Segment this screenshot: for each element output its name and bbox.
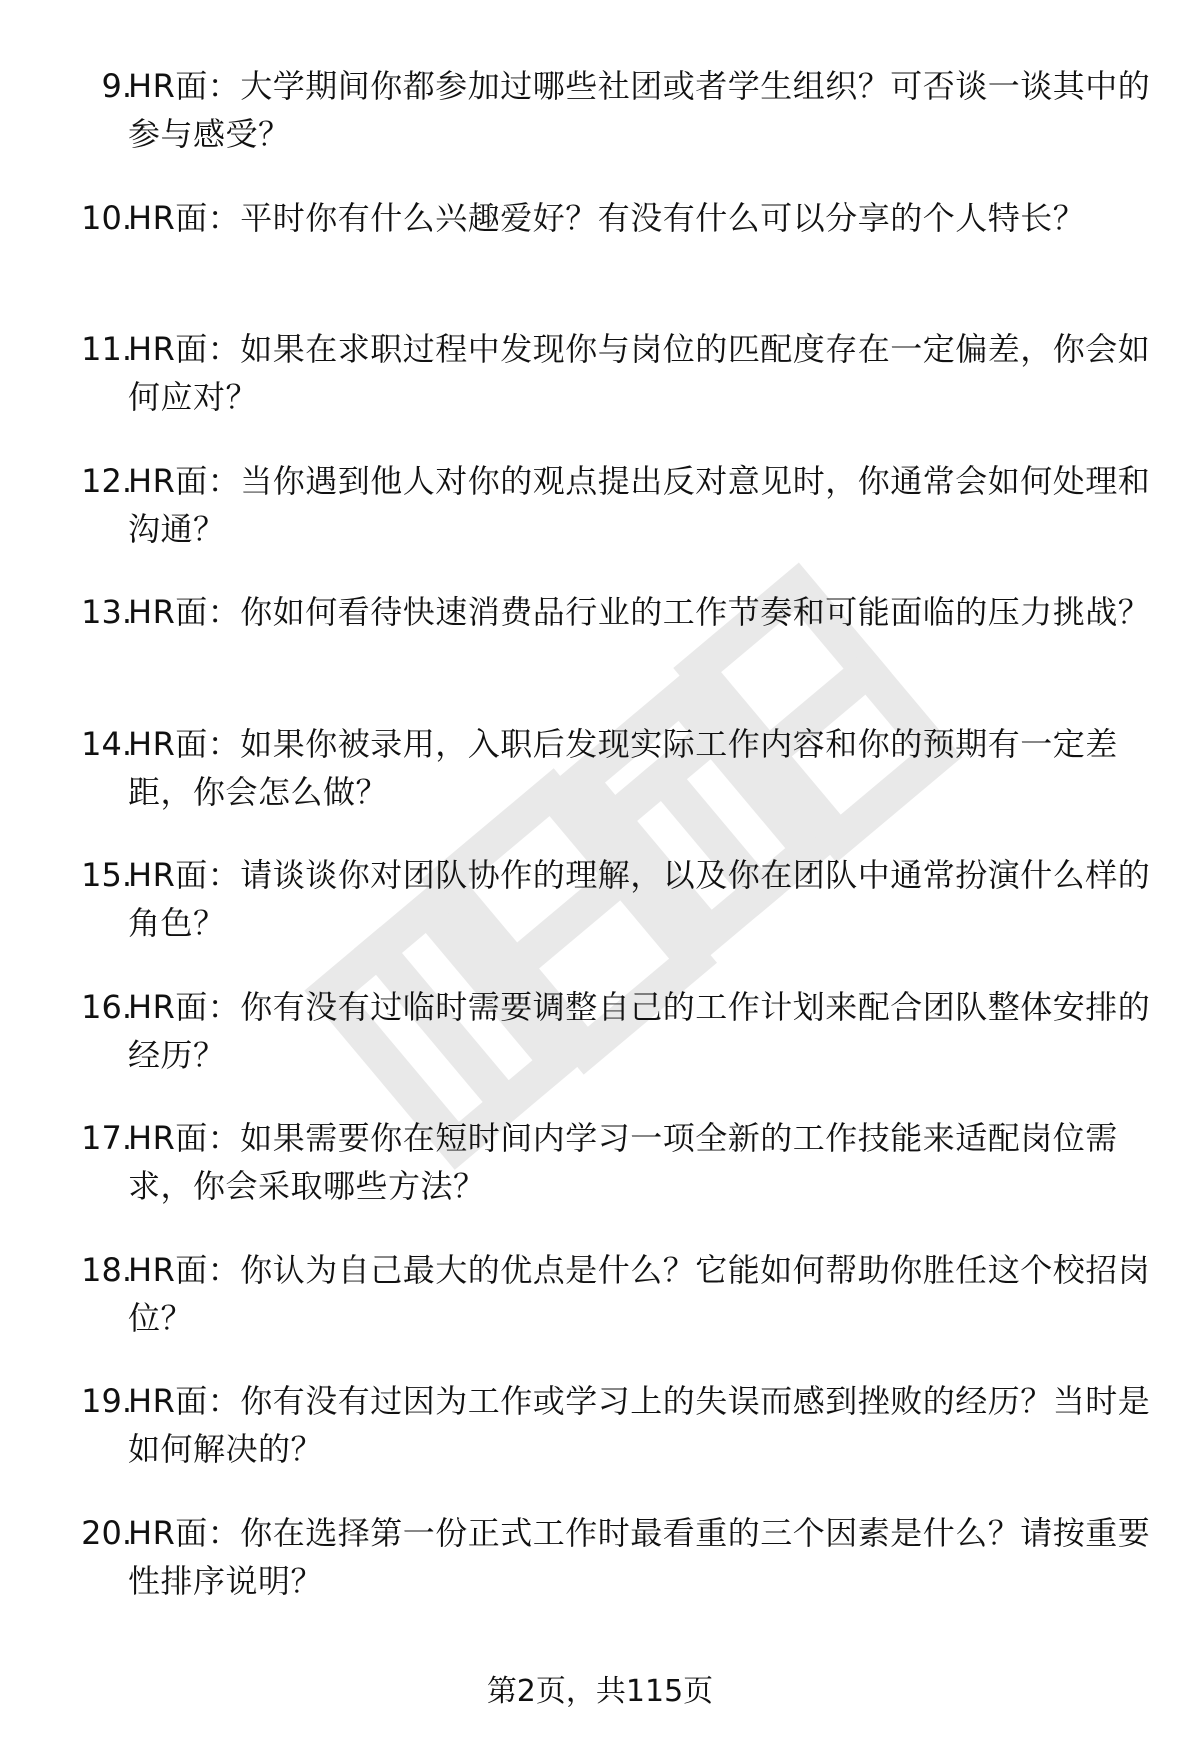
question-text: HR面：大学期间你都参加过哪些社团或者学生组织？可否谈一谈其中的参与感受？ bbox=[128, 67, 1151, 153]
question-text: HR面：平时你有什么兴趣爱好？有没有什么可以分享的个人特长？ bbox=[128, 198, 1086, 237]
question-number: 18. bbox=[81, 1250, 132, 1289]
question-number: 9. bbox=[101, 67, 132, 105]
question-item bbox=[0, 706, 1200, 838]
question-item bbox=[0, 1100, 1200, 1232]
question-text: HR面：你有没有过临时需要调整自己的工作计划来配合团队整体安排的经历？ bbox=[128, 987, 1151, 1074]
page-footer: 第2页，共115页 bbox=[486, 1674, 714, 1709]
question-number: 17. bbox=[81, 1119, 132, 1157]
question-number: 13. bbox=[81, 593, 132, 631]
question-text: HR面：你在选择第一份正式工作时最看重的三个因素是什么？请按重要性排序说明？ bbox=[128, 1513, 1151, 1600]
question-number: 12. bbox=[81, 461, 132, 500]
question-number: 11. bbox=[81, 330, 132, 368]
question-number: 14. bbox=[81, 724, 132, 763]
question-text: HR面：当你遇到他人对你的观点提出反对意见时，你通常会如何处理和沟通？ bbox=[128, 461, 1151, 548]
question-text: HR面：如果在求职过程中发现你与岗位的匹配度存在一定偏差，你会如何应对？ bbox=[128, 330, 1151, 416]
question-item bbox=[0, 574, 1200, 706]
question-item bbox=[0, 1495, 1200, 1627]
question-number: 19. bbox=[81, 1382, 132, 1420]
question-text: HR面：如果你被录用，入职后发现实际工作内容和你的预期有一定差距，你会怎么做？ bbox=[128, 724, 1118, 811]
question-item bbox=[0, 1363, 1200, 1495]
question-text: HR面：请谈谈你对团队协作的理解，以及你在团队中通常扮演什么样的角色？ bbox=[128, 856, 1151, 942]
question-number: 20. bbox=[81, 1513, 132, 1552]
question-item bbox=[0, 443, 1200, 575]
question-item bbox=[0, 311, 1200, 443]
question-item bbox=[0, 837, 1200, 969]
question-text: HR面：如果需要你在短时间内学习一项全新的工作技能来适配岗位需求，你会采取哪些方法？ bbox=[128, 1119, 1118, 1205]
question-item bbox=[0, 48, 1200, 180]
question-text: HR面：你有没有过因为工作或学习上的失误而感到挫败的经历？当时是如何解决的？ bbox=[128, 1382, 1151, 1468]
question-number: 16. bbox=[81, 987, 132, 1026]
question-item bbox=[0, 180, 1200, 312]
question-number: 15. bbox=[81, 856, 132, 894]
question-text: HR面：你如何看待快速消费品行业的工作节奏和可能面临的压力挑战？ bbox=[128, 593, 1151, 631]
question-number: 10. bbox=[81, 198, 132, 237]
question-list bbox=[0, 48, 1200, 1626]
question-item bbox=[0, 969, 1200, 1101]
question-text: HR面：你认为自己最大的优点是什么？它能如何帮助你胜任这个校招岗位？ bbox=[128, 1250, 1151, 1337]
question-item bbox=[0, 1232, 1200, 1364]
